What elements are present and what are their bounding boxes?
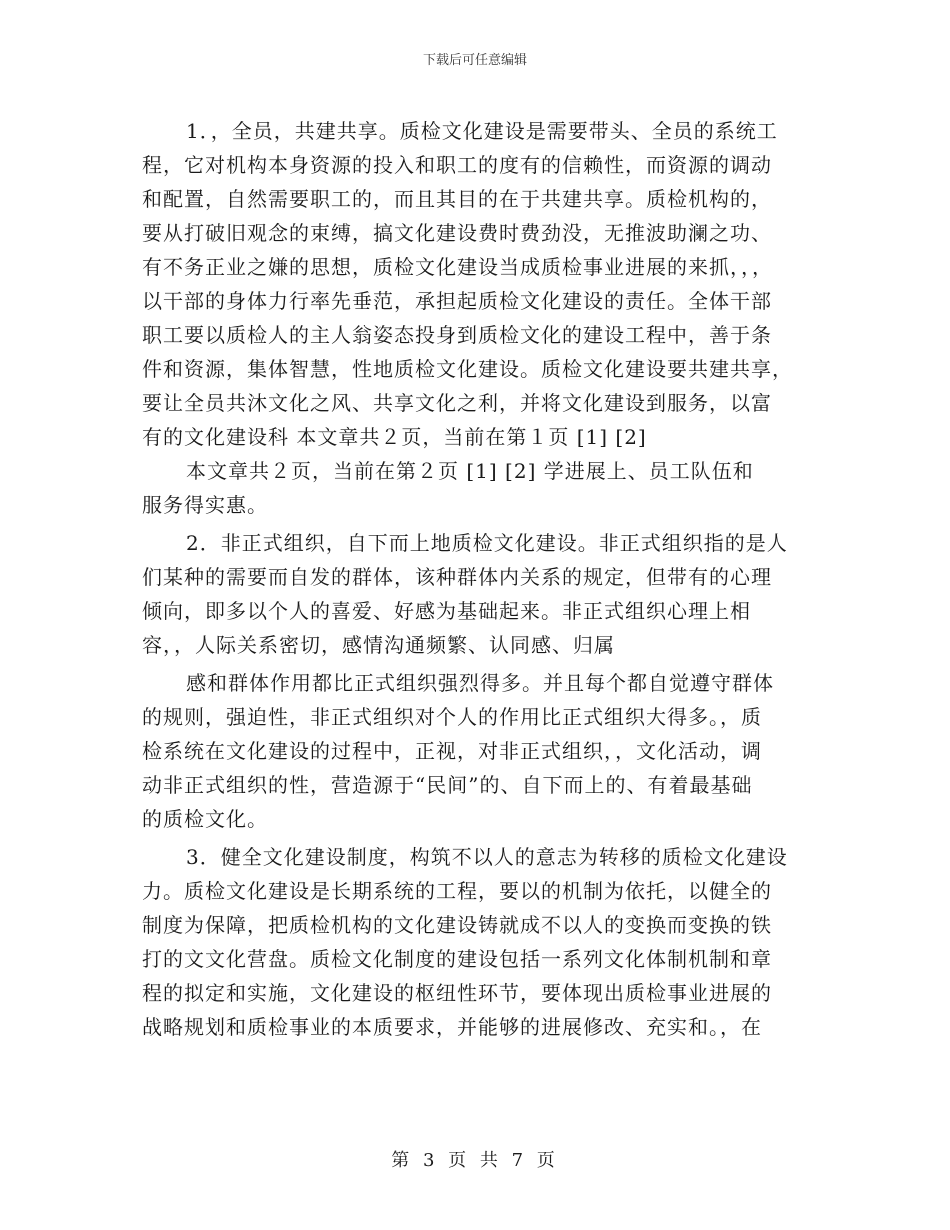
text-line: 倾向，即多以个人的喜爱、好感为基础起来。非正式组织心理上相 xyxy=(142,599,751,623)
text-line: 3．健全文化建设制度，构筑不以人的意志为转移的质检文化建设 xyxy=(186,845,788,869)
text-line: 们某种的需要而自发的群体，该种群体内关系的规定，但带有的心理 xyxy=(142,565,772,589)
text-line: 战略规划和质检事业的本质要求，并能够的进展修改、充实和。，在 xyxy=(142,1015,762,1039)
text-line: 有不务正业之嫌的思想，质检文化建设当成质检事业进展的来抓，，， xyxy=(142,255,773,279)
text-line: 本文章共２页，当前在第２页 [1] [2] 学进展上、员工队伍和 xyxy=(186,459,754,483)
text-line: 程的拟定和实施，文化建设的枢纽性环节，要体现出质检事业进展的 xyxy=(142,981,772,1005)
page-header: 下载后可任意编辑 xyxy=(422,53,527,68)
text-line: 动非正式组织的性，营造源于“民间”的、自下而上的、有着最基础 xyxy=(142,773,753,797)
text-line: 制度为保障，把质检机构的文化建设铸就成不以人的变换而变换的铁 xyxy=(142,913,772,937)
text-line: 2．非正式组织，自下而上地质检文化建设。非正式组织指的是人 xyxy=(186,531,788,555)
text-line: 1．，全员，共建共享。质检文化建设是需要带头、全员的系统工 xyxy=(186,119,778,143)
text-line: 感和群体作用都比正式组织强烈得多。并且每个都自觉遵守群体 xyxy=(186,671,774,695)
text-line: 以干部的身体力行率先垂范，承担起质检文化建设的责任。全体干部 xyxy=(142,289,772,313)
text-line: 件和资源，集体智慧，性地质检文化建设。质检文化建设要共建共享， xyxy=(142,357,793,381)
text-line: 检系统在文化建设的过程中，正视，对非正式组织，，文化活动，调 xyxy=(142,739,762,763)
page-footer: 第 3 页 共 7 页 xyxy=(391,1150,559,1171)
text-line: 职工要以质检人的主人翁姿态投身到质检文化的建设工程中，善于条 xyxy=(142,323,772,347)
text-line: 打的文文化营盘。质检文化制度的建设包括一系列文化体制机制和章 xyxy=(142,947,772,971)
text-line: 要从打破旧观念的束缚，搞文化建设费时费劲没，无推波助澜之功、 xyxy=(142,221,772,245)
text-line: 的规则，强迫性，非正式组织对个人的作用比正式组织大得多。，质 xyxy=(142,705,762,729)
text-line: 有的文化建设科 本文章共２页，当前在第１页 [1] [2] xyxy=(142,425,647,449)
text-line: 要让全员共沐文化之风、共享文化之利，并将文化建设到服务，以富 xyxy=(142,391,772,415)
text-line: 的质检文化。 xyxy=(142,807,268,831)
text-line: 力。质检文化建设是长期系统的工程，要以的机制为依托，以健全的 xyxy=(142,879,772,903)
document-body xyxy=(142,114,808,1044)
text-line: 和配置，自然需要职工的，而且其目的在于共建共享。质检机构的， xyxy=(142,187,772,211)
text-line: 容，，人际关系密切，感情沟通频繁、认同感、归属 xyxy=(142,633,615,657)
text-line: 服务得实惠。 xyxy=(142,493,268,517)
text-line: 程，它对机构本身资源的投入和职工的度有的信赖性，而资源的调动 xyxy=(142,153,772,177)
